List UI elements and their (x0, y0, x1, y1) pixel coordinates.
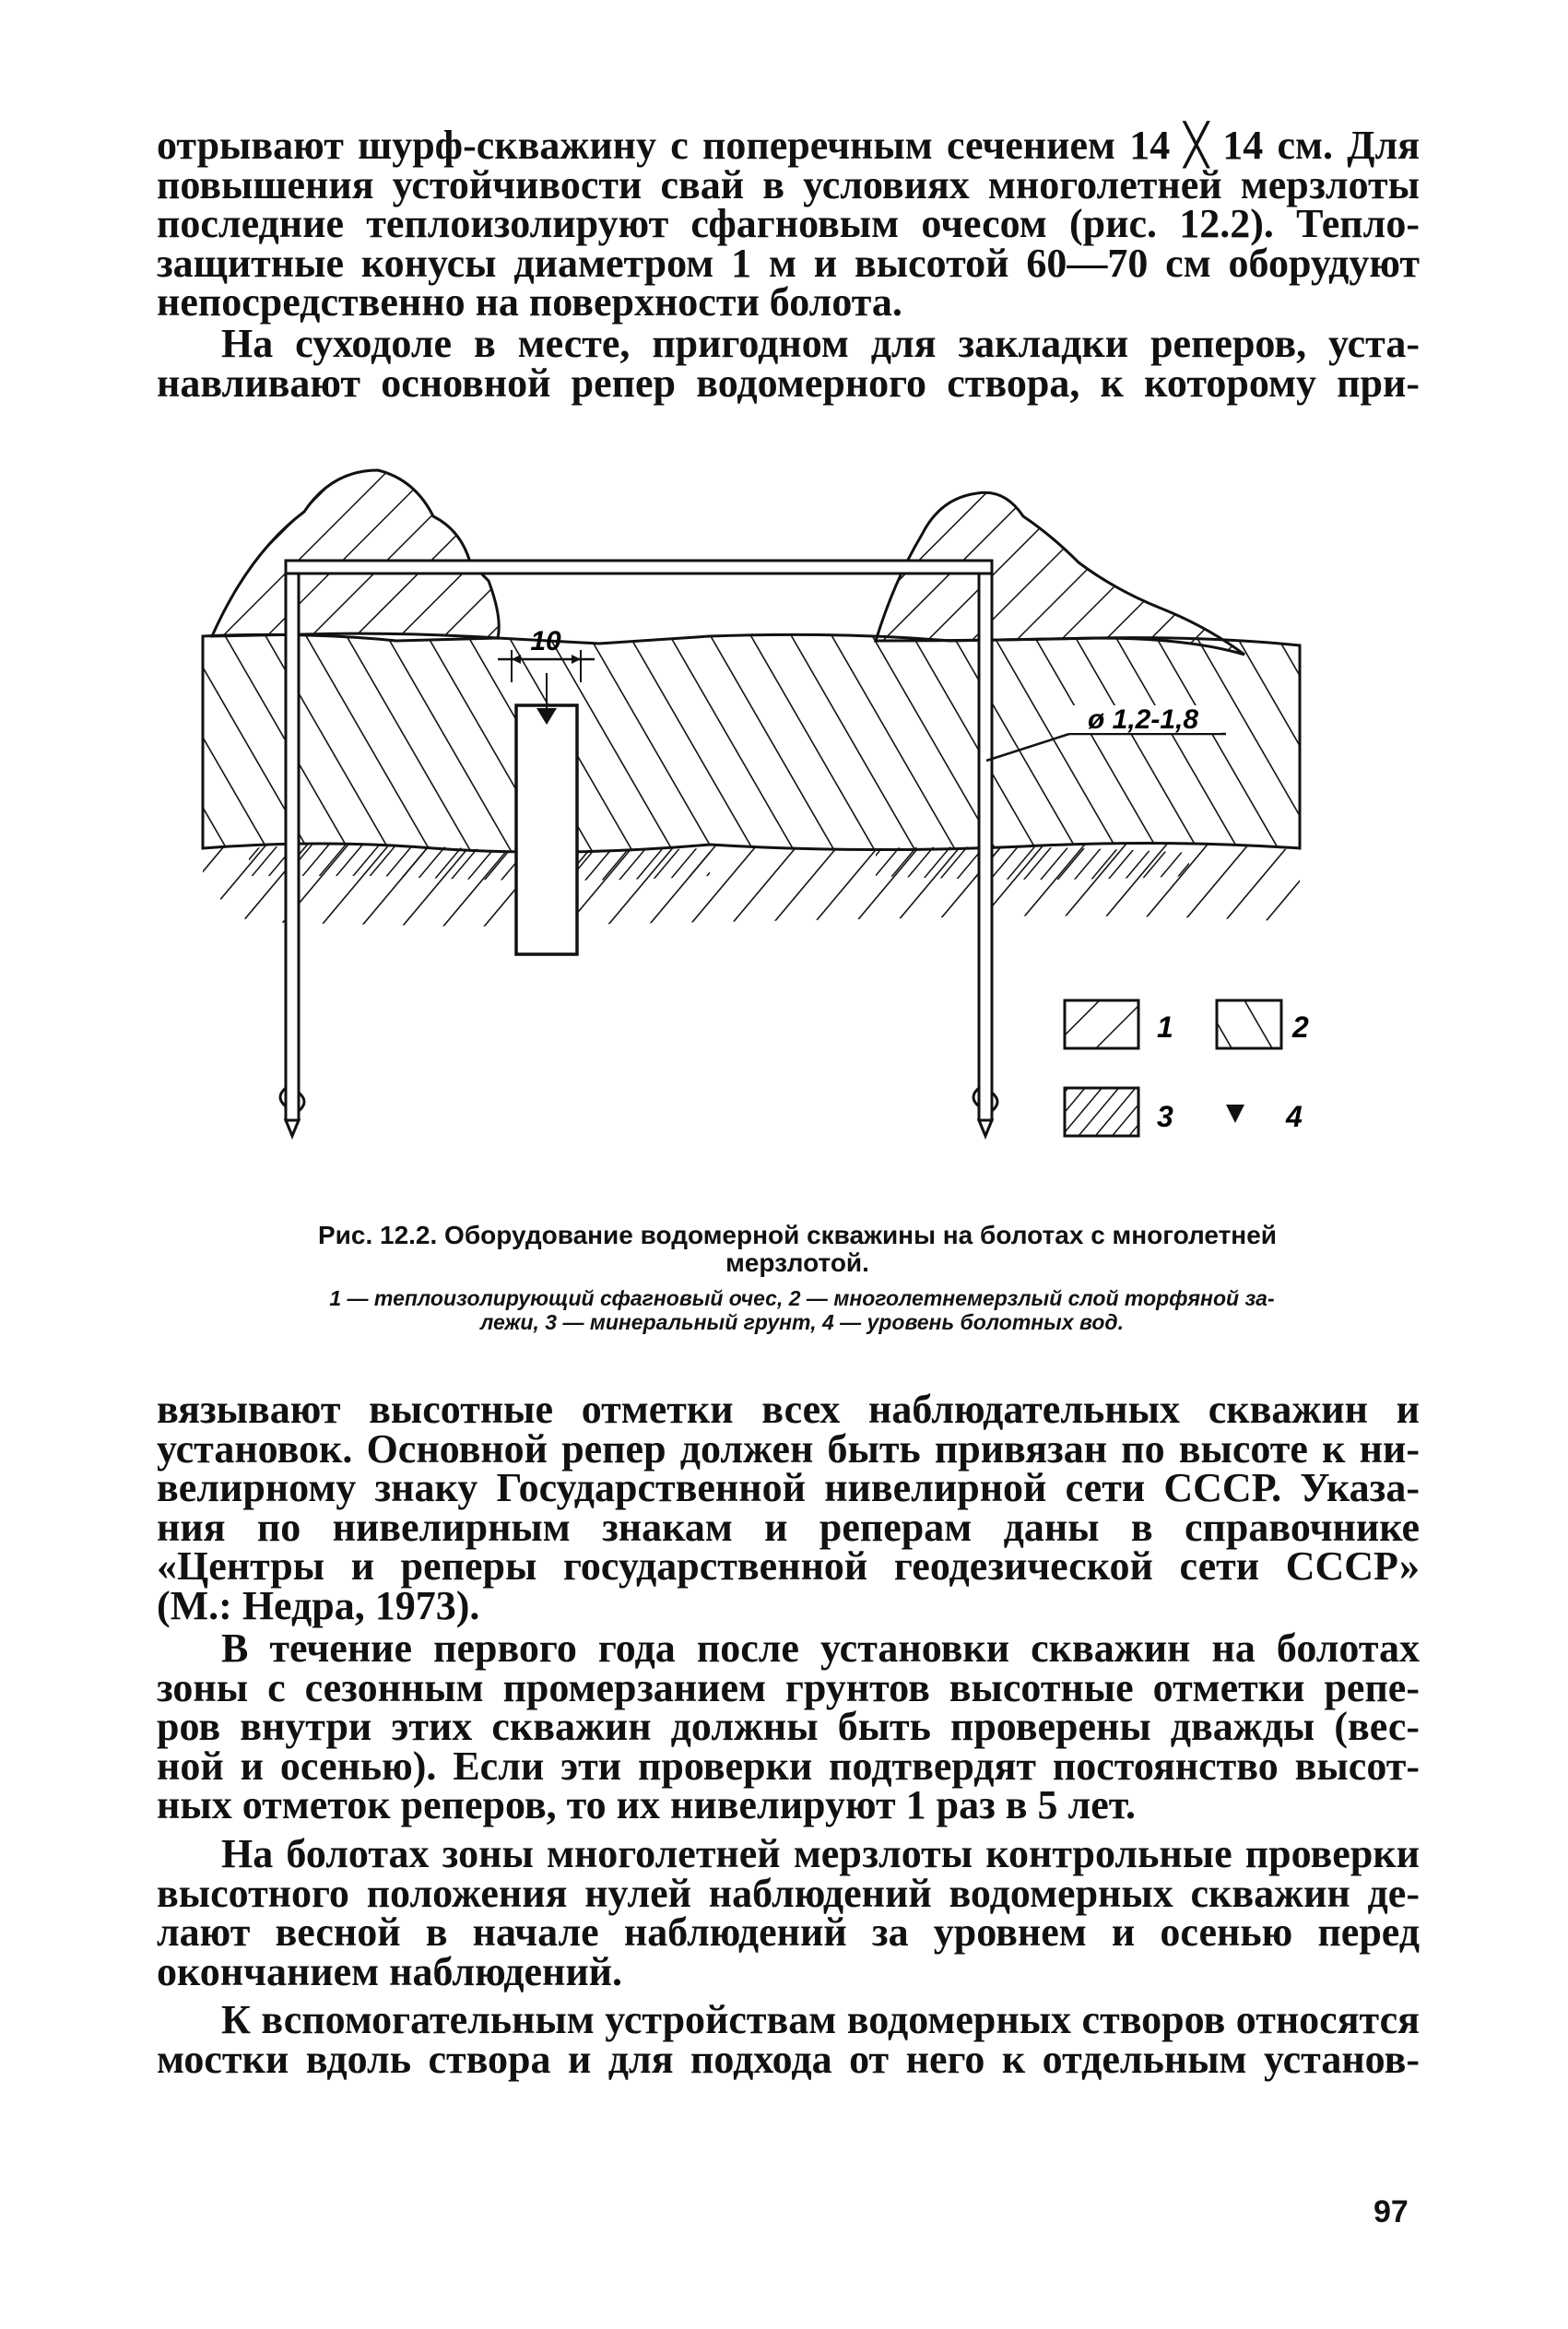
paragraph-second (157, 321, 1420, 406)
text-line: ров внутри этих скважин должны быть проверены дважды (вес- (157, 1704, 1420, 1749)
legend-swatch-4 (1226, 1105, 1244, 1123)
peat-layer (203, 634, 1300, 852)
text-line: непосредственно на поверхности болота. (157, 279, 902, 325)
text-line: В течение первого года после установки скважин на болотах (221, 1626, 1420, 1671)
paragraph-top (157, 123, 1420, 325)
text-line: установок. Основной репер должен быть привязан по высоте к ни- (157, 1425, 1420, 1472)
legend-label-3: 3 (1157, 1100, 1173, 1133)
text-line: отрывают шурф-скважину с поперечным сечением 14 ╳ 14 см. Для (157, 123, 1420, 168)
caption-legend-line: лежи, 3 — минеральный грунт, 4 — уровень болотных вод. (480, 1310, 1124, 1334)
legend-label-2: 2 (1292, 1011, 1309, 1044)
legend-swatch-1 (1065, 1000, 1138, 1048)
legend-label-1: 1 (1157, 1011, 1173, 1044)
text-line: На болотах зоны многолетней мерзлоты контрольные проверки (221, 1831, 1420, 1876)
legend-label-4: 4 (1286, 1100, 1303, 1133)
dimension-top-label: 10 (530, 626, 561, 656)
text-line: последние теплоизолируют сфагновым очесом (рис. 12.2). Тепло- (157, 201, 1420, 246)
paragraph-fourth (157, 1626, 1420, 1827)
text-line: На суходоле в месте, пригодном для закладки реперов, уста- (221, 321, 1420, 366)
legend-swatch-2 (1217, 1000, 1281, 1048)
sphagnum-hummock-left (212, 470, 499, 638)
text-line: высотного положения нулей наблюдений водомерных скважин де- (157, 1870, 1420, 1916)
text-line: К вспомогательным устройствам водомерных створов относятся (221, 1997, 1420, 2042)
legend (1065, 1000, 1309, 1136)
pile-left (286, 567, 299, 1120)
caption-legend-line: 1 — теплоизолирующий сфагновый очес, 2 — многолетнемерзлый слой торфяной за- (329, 1286, 1275, 1310)
paragraph-fifth (157, 1831, 1420, 1994)
page-number: 97 (1373, 2194, 1409, 2229)
text-line: навливают основной репер водомерного створа, к которому при- (157, 360, 1420, 406)
caption-title-line: Рис. 12.2. Оборудование водомерной скважины на болотах с многолетней (317, 1221, 1278, 1249)
text-line: «Центры и реперы государственной геодезической сети СССР» (157, 1543, 1420, 1589)
caption-title-line: мерзлотой. (725, 1248, 869, 1277)
legend-swatch-3 (1065, 1088, 1138, 1136)
text-line: (М.: Недра, 1973). (157, 1582, 480, 1628)
paragraph-sixth (157, 1997, 1420, 2082)
pile-right (979, 567, 992, 1120)
text-line: велирному знаку Государственной нивелирной сети СССР. Указа- (157, 1465, 1420, 1510)
text-line: ных отметок реперов, то их нивелируют 1 раз в 5 лет. (157, 1782, 1137, 1827)
text-line: ния по нивелирным знакам и реперам даны в справочнике (157, 1504, 1420, 1550)
text-line: повышения устойчивости свай в условиях многолетней мерзлоты (157, 161, 1420, 207)
figure-caption-legend (212, 1286, 1392, 1334)
text-line: ной и осенью). Если эти проверки подтвердят постоянство высот- (157, 1743, 1420, 1789)
text-line: защитные конусы диаметром 1 м и высотой 60—70 см оборудуют (157, 240, 1420, 286)
text-line: вязывают высотные отметки всех наблюдательных скважин и (157, 1387, 1420, 1432)
figure-well-diagram (194, 443, 1383, 1199)
text-line: лают весной в начале наблюдений за уровнем и осенью перед (157, 1909, 1420, 1955)
paragraph-third (157, 1387, 1420, 1628)
text-line: мостки вдоль створа и для подхода от него к отдельным установ- (157, 2036, 1420, 2082)
text-line: окончанием наблюдений. (157, 1948, 623, 1994)
crossbar (286, 561, 992, 573)
dimension-diameter-label: ø 1,2-1,8 (1087, 704, 1199, 735)
text-line: зоны с сезонным промерзанием грунтов высотные отметки репе- (157, 1664, 1420, 1710)
well-tube (516, 705, 577, 954)
figure-caption-title (194, 1222, 1401, 1277)
